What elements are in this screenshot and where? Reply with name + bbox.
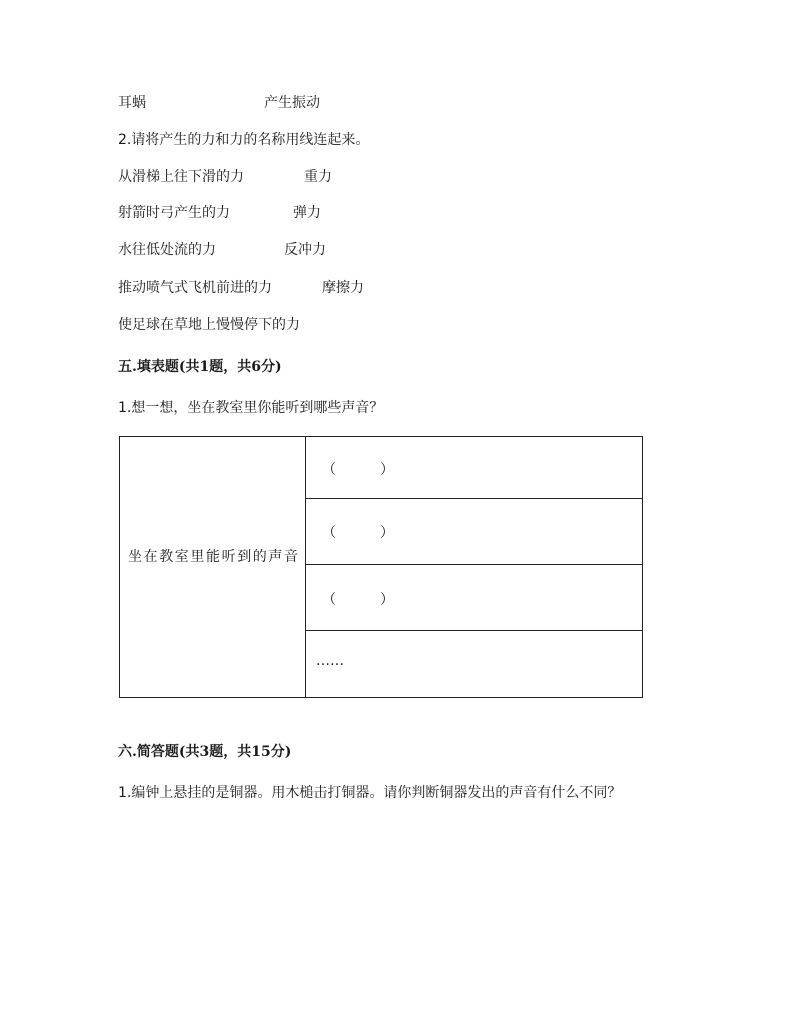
table-label-cell — [120, 437, 306, 697]
answer-blank — [322, 589, 394, 609]
force-pair-row — [118, 168, 378, 186]
match-right-item: 产生振动 — [264, 95, 320, 111]
section-5-title: 五.填表题(共1题，共6分) — [118, 359, 282, 375]
force-description: 水往低处流的力 — [118, 242, 216, 258]
table-answer-row[interactable] — [306, 499, 642, 565]
q2-prompt: 2.请将产生的力和力的名称用线连起来。 — [118, 132, 370, 148]
open-paren: （ — [322, 592, 336, 608]
force-description: 使足球在草地上慢慢停下的力 — [118, 317, 300, 333]
section-6-question: 1.编钟上悬挂的是铜器。用木槌击打铜器。请你判断铜器发出的声音有什么不同？ — [118, 785, 622, 801]
table-answer-row[interactable] — [306, 437, 642, 499]
answer-blank — [322, 522, 394, 542]
force-pair-row — [118, 279, 388, 297]
table-answer-row[interactable] — [306, 565, 642, 631]
section-6-title: 六.简答题(共3题，共15分) — [118, 744, 292, 760]
force-pair-row — [118, 241, 378, 259]
force-name: 摩擦力 — [322, 280, 364, 296]
force-name: 弹力 — [293, 205, 321, 221]
section-5-question: 1.想一想，坐在教室里你能听到哪些声音？ — [118, 400, 384, 416]
force-description: 射箭时弓产生的力 — [118, 205, 230, 221]
match-left-item: 耳蜗 — [118, 95, 146, 111]
force-name: 重力 — [304, 169, 332, 185]
answer-blank — [322, 459, 394, 479]
close-paren: ） — [380, 592, 394, 608]
table-ellipsis-row — [306, 631, 642, 697]
force-description: 推动喷气式飞机前进的力 — [118, 280, 272, 296]
sounds-table — [119, 436, 643, 698]
force-description: 从滑梯上往下滑的力 — [118, 169, 244, 185]
open-paren: （ — [322, 462, 336, 478]
table-label: 坐在教室里能听到的声音 — [128, 549, 300, 565]
force-pair-row — [118, 316, 378, 334]
close-paren: ） — [380, 525, 394, 541]
open-paren: （ — [322, 525, 336, 541]
match-fragment-row — [118, 94, 358, 112]
force-name: 反冲力 — [284, 242, 326, 258]
close-paren: ） — [380, 462, 394, 478]
ellipsis-text: …… — [316, 653, 344, 669]
force-pair-row — [118, 204, 378, 222]
